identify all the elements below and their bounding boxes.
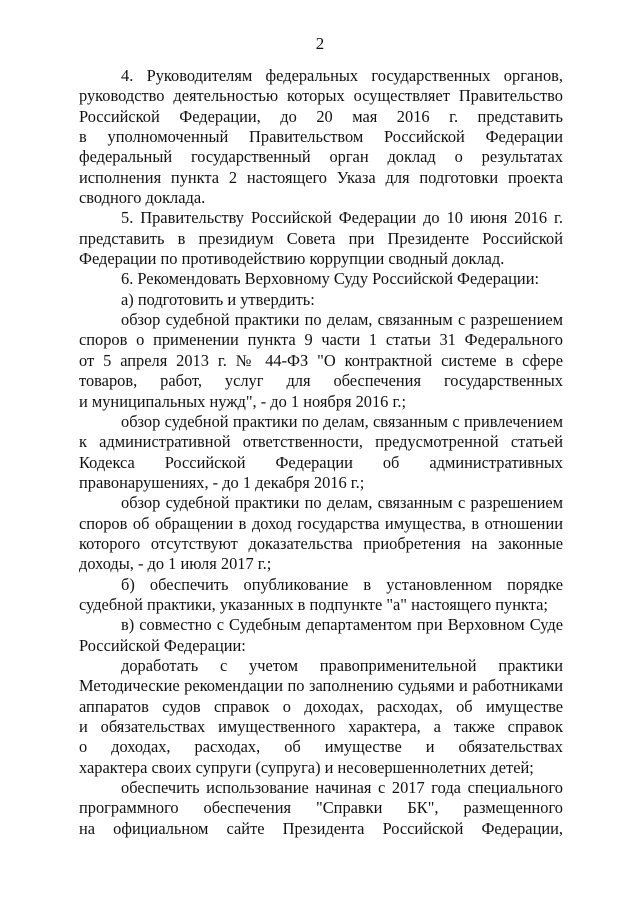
text-line: руководство деятельностью которых осуществляет Правительство xyxy=(79,86,563,106)
text-line: которого отсутствуют доказательства приобретения на законные xyxy=(79,533,563,553)
text-line: 5. Правительству Российской Федерации до 10 июня 2016 г. xyxy=(121,208,563,228)
text-line: доработать с учетом правоприменительной практики xyxy=(121,655,563,675)
text-line: Методические рекомендации по заполнению судьями и работниками xyxy=(79,676,563,696)
text-line: обзор судебной практики по делам, связанным с разрешением xyxy=(121,310,563,330)
text-line: обзор судебной практики по делам, связанным с разрешением xyxy=(121,493,563,513)
text-line: к административной ответственности, предусмотренной статьей xyxy=(79,432,563,452)
text-line: в уполномоченный Правительством Российской Федерации xyxy=(79,127,563,147)
text-line: Российской Федерации, до 20 мая 2016 г. представить xyxy=(79,106,563,126)
text-line: Федерации по противодействию коррупции сводный доклад. xyxy=(79,249,505,269)
text-line: доходы, - до 1 июля 2017 г.; xyxy=(79,554,272,574)
text-line: о доходах, расходах, об имуществе и обязательствах xyxy=(79,737,563,757)
text-line: программного обеспечения "Справки БК", размещенного xyxy=(79,798,563,818)
text-line: от 5 апреля 2013 г. № 44-ФЗ "О контрактной системе в сфере xyxy=(79,350,563,370)
text-line: представить в президиум Совета при Президенте Российской xyxy=(79,228,563,248)
text-line: и обязательствах имущественного характера, а также справок xyxy=(79,717,563,736)
text-line: обзор судебной практики по делам, связанным с привлечением xyxy=(121,411,563,431)
text-line: а) подготовить и утвердить: xyxy=(121,289,315,309)
text-line: правонарушениях, - до 1 декабря 2016 г.; xyxy=(79,472,365,492)
text-line: споров об обращении в доход государства имущества, в отношении xyxy=(79,513,563,533)
text-line: Кодекса Российской Федерации об административных xyxy=(79,452,563,472)
text-line: аппаратов судов справок о доходах, расходах, об имуществе xyxy=(79,696,563,716)
text-line: исполнения пункта 2 настоящего Указа для подготовки проекта xyxy=(79,167,563,187)
text-line: 6. Рекомендовать Верховному Суду Российской Федерации: xyxy=(121,269,540,289)
text-line: обеспечить использование начиная с 2017 года специального xyxy=(121,778,563,798)
text-line: б) обеспечить опубликование в установленном порядке xyxy=(121,574,563,594)
text-line: споров о применении пункта 9 части 1 статьи 31 Федерального xyxy=(79,330,563,350)
text-line: федеральный государственный орган доклад о результатах xyxy=(79,147,563,167)
text-line: товаров, работ, услуг для обеспечения государственных xyxy=(79,371,563,391)
page-number: 2 xyxy=(315,34,325,53)
document-body xyxy=(79,66,563,839)
text-line: сводного доклада. xyxy=(79,188,206,208)
text-line: характера своих супруги (супруга) и несовершеннолетних детей; xyxy=(79,757,534,777)
text-line: в) совместно с Судебным департаментом при Верховном Суде xyxy=(121,615,563,635)
text-line: судебной практики, указанных в подпункте "а" настоящего пункта; xyxy=(79,594,548,614)
text-line: и муниципальных нужд", - до 1 ноября 2016 г.; xyxy=(79,391,406,411)
text-line: 4. Руководителям федеральных государственных органов, xyxy=(121,66,563,85)
text-line: Российской Федерации: xyxy=(79,635,246,655)
text-line: на официальном сайте Президента Российской Федерации, xyxy=(79,818,563,838)
